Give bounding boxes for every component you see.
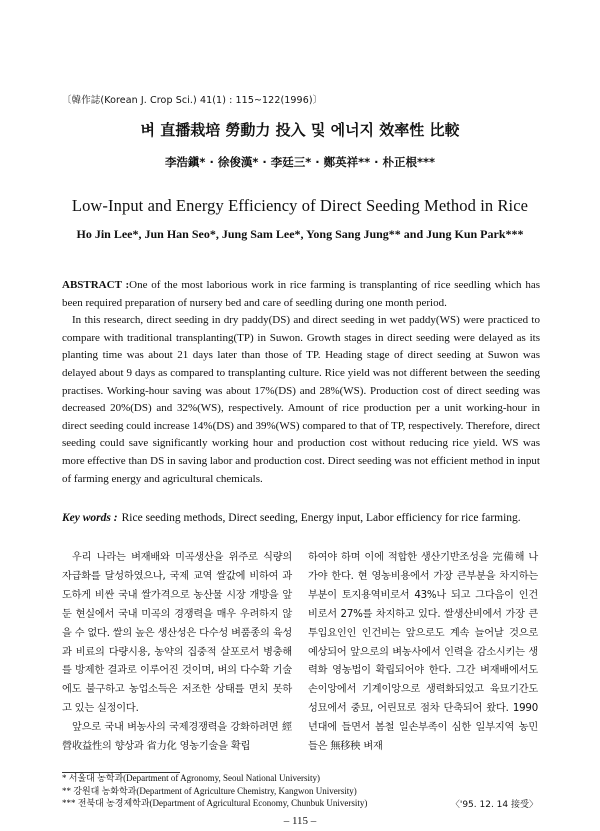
page-number: – 115 – — [283, 815, 317, 827]
footnote: *** 전북대 농경제학과(Department of Agricultural Economy, Chunbuk University) — [62, 798, 368, 809]
body-paragraph: 우리 나라는 벼재배와 미곡생산을 위주로 식량의 자급화를 달성하였으나, 국제 교역 쌀값에 비하여 과도하게 비싼 국내 쌀가격으로 농산물 시장 개방을 앞둔 현실에서 국내 미곡의 경쟁력을 매우 우려하지 않을 수 없다. 쌀의 높은 생산성은 다수성 벼품종의 육성과 비료의 다량시용, 농약의 집중적 살포로서 병충해를 방제한 결과로 이루어진 것이며, 벼의 다수확 기술에도 불구하고 농업소득은 저조한 상태를 면치 못하고 있는 실정이다. — [62, 552, 292, 715]
body-left-column — [62, 549, 292, 757]
body-paragraph: 하여야 하며 이에 적합한 생산기반조성을 完備해 나가야 한다. 현 영농비용에서 가장 큰부분을 차지하는 부분이 토지용역비로서 43%나 되고 그다음이 인건비로서 27%를 차지하고 있다. 쌀생산비에서 가장 큰 투입요인인 인건비는 앞으로도 계속 늘어날 것으로 예상되어 앞으로의 벼농사에서 인력을 감소시키는 생력화 영농법이 확립되어야 한다. 그간 벼재배에서도 손이앙에서 기계이앙으로 생력화되었고 육묘기간도 성묘에서 중묘, 어린묘로 점차 단축되어 왔다. 1990년대에 들면서 봄철 일손부족이 심한 일부지역 농민들은 無移秧 벼재 — [308, 552, 538, 753]
journal-citation: 〔韓作誌(Korean J. Crop Sci.) 41(1) : 115~122(1996)〕 — [62, 95, 323, 106]
body-right-column — [308, 549, 538, 757]
received-date: 〈'95. 12. 14 接受〉 — [450, 800, 538, 810]
english-title: Low-Input and Energy Efficiency of Direct Seeding Method in Rice — [71, 196, 529, 215]
korean-authors: 李浩鎭* · 徐俊漢* · 李廷三* · 鄭英祥** · 朴正根*** — [164, 155, 436, 169]
keywords-text: Rice seeding methods, Direct seeding, Energy input, Labor efficiency for rice farming. — [121, 512, 521, 524]
keywords — [62, 510, 540, 526]
abstract-paragraph-2: In this research, direct seeding in dry paddy(DS) and direct seeding in wet paddy(WS) were practiced to compare with traditional transplanting(TP) in Suwon. Growth stages in direct seeding were delayed as its planting time was about 21 days later than those of TP. Heading stage of direct seeding at Suwon was delayed about 9 days as compared to transplanting culture. Rice yield was not different between the seeding practises. Working-hour saving was about 17%(DS) and 28%(WS). Production cost of direct seeding was decreased 20%(DS) and 32%(WS), respectively. Amount of rice production per a unit working-hour in direct seeding could increase 14%(DS) and 39%(WS) compared to that of TP, respectively. Therefore, direct seeding could save significantly working hour and production cost without reducing rice yield. WS was more effective than DS in saving labor and production cost. Direct seeding was not efficient method in input of farming energy and agricultural chemicals. — [62, 314, 540, 485]
body-paragraph: 앞으로 국내 벼농사의 국제경쟁력을 강화하려면 經營收益性의 향상과 省力化 영농기술을 확립 — [62, 722, 292, 753]
keywords-label: Key words : — [62, 512, 118, 524]
korean-title: 벼 直播栽培 勞動力 投入 및 에너지 效率性 比較 — [140, 121, 460, 139]
abstract-label: ABSTRACT : — [62, 279, 130, 291]
english-authors: Ho Jin Lee*, Jun Han Seo*, Jung Sam Lee*, Yong Sang Jung** and Jung Kun Park*** — [76, 227, 524, 241]
footnote: * 서울대 농학과(Department of Agronomy, Seoul National University) — [62, 773, 321, 783]
footnote: ** 강원대 농화학과(Department of Agriculture Chemistry, Kangwon University) — [62, 785, 357, 796]
abstract-paragraph-1 — [62, 277, 540, 312]
abstract — [62, 277, 540, 488]
abstract-text-1: One of the most laborious work in rice farming is transplanting of rice seedling which has been required preparation of nursery bed and care of seedling during one month period. — [62, 279, 540, 309]
